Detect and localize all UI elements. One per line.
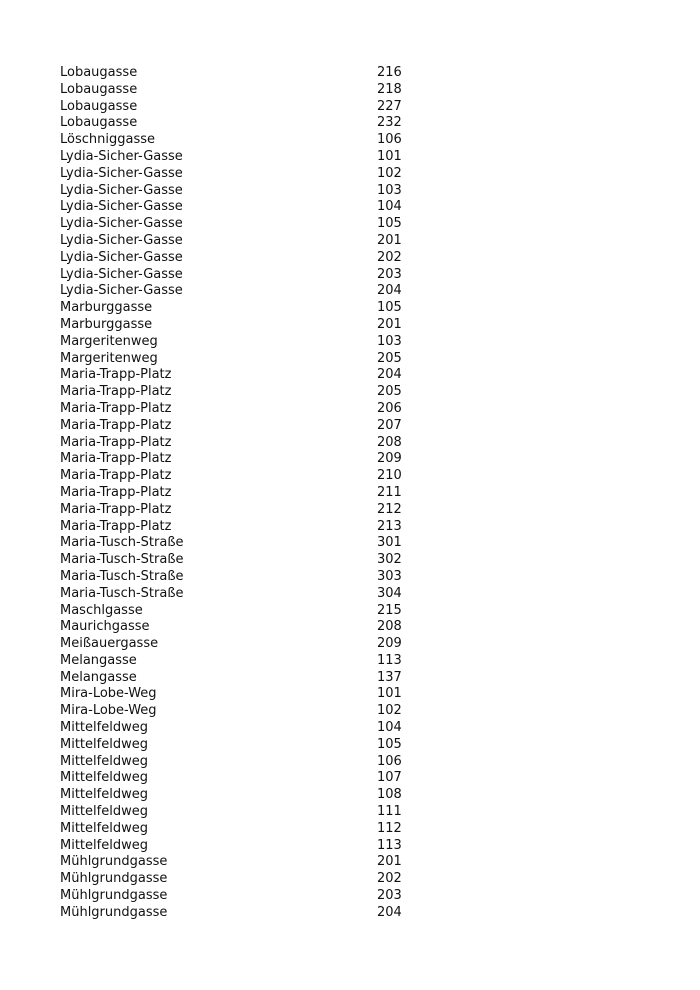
list-item — [60, 334, 420, 351]
street-name: Lydia-Sicher-Gasse — [60, 148, 183, 164]
house-number: 104 — [377, 199, 402, 215]
list-item — [60, 233, 420, 250]
list-item — [60, 384, 420, 401]
street-name: Maria-Trapp-Platz — [60, 451, 172, 467]
street-number-list — [60, 65, 420, 922]
list-item — [60, 854, 420, 871]
street-name: Mira-Lobe-Weg — [60, 703, 157, 719]
list-item — [60, 703, 420, 720]
street-name: Maurichgasse — [60, 619, 150, 635]
house-number: 218 — [377, 81, 402, 97]
list-item — [60, 435, 420, 452]
list-item — [60, 468, 420, 485]
street-name: Maria-Trapp-Platz — [60, 501, 172, 517]
house-number: 215 — [377, 602, 402, 618]
list-item — [60, 603, 420, 620]
house-number: 102 — [377, 165, 402, 181]
house-number: 207 — [377, 417, 402, 433]
street-name: Maria-Trapp-Platz — [60, 434, 172, 450]
house-number: 101 — [377, 686, 402, 702]
list-item — [60, 166, 420, 183]
street-name: Lydia-Sicher-Gasse — [60, 165, 183, 181]
house-number: 104 — [377, 720, 402, 736]
list-item — [60, 317, 420, 334]
house-number: 204 — [377, 904, 402, 920]
street-name: Lobaugasse — [60, 115, 138, 131]
street-name: Maria-Trapp-Platz — [60, 367, 172, 383]
house-number: 201 — [377, 316, 402, 332]
list-item — [60, 250, 420, 267]
list-item — [60, 401, 420, 418]
house-number: 216 — [377, 65, 402, 80]
street-name: Maria-Trapp-Platz — [60, 468, 172, 484]
street-name: Maria-Tusch-Straße — [60, 552, 184, 568]
house-number: 304 — [377, 585, 402, 601]
house-number: 102 — [377, 703, 402, 719]
street-name: Mittelfeldweg — [60, 720, 148, 736]
list-item — [60, 451, 420, 468]
street-name: Maria-Tusch-Straße — [60, 535, 184, 551]
list-item — [60, 569, 420, 586]
house-number: 204 — [377, 283, 402, 299]
list-item — [60, 65, 420, 82]
street-name: Maria-Trapp-Platz — [60, 484, 172, 500]
house-number: 108 — [377, 787, 402, 803]
list-item — [60, 888, 420, 905]
house-number: 201 — [377, 232, 402, 248]
street-name: Mühlgrundgasse — [60, 871, 168, 887]
house-number: 213 — [377, 518, 402, 534]
street-name: Maria-Tusch-Straße — [60, 568, 184, 584]
house-number: 209 — [377, 636, 402, 652]
house-number: 208 — [377, 619, 402, 635]
street-name: Melangasse — [60, 652, 137, 668]
list-item — [60, 787, 420, 804]
list-item — [60, 737, 420, 754]
house-number: 113 — [377, 837, 402, 853]
street-name: Mittelfeldweg — [60, 820, 148, 836]
house-number: 206 — [377, 400, 402, 416]
street-name: Maschlgasse — [60, 602, 143, 618]
list-item — [60, 267, 420, 284]
house-number: 105 — [377, 736, 402, 752]
list-item — [60, 283, 420, 300]
street-name: Maria-Trapp-Platz — [60, 518, 172, 534]
list-item — [60, 770, 420, 787]
house-number: 205 — [377, 350, 402, 366]
list-item — [60, 552, 420, 569]
list-item — [60, 619, 420, 636]
list-item — [60, 905, 420, 922]
house-number: 302 — [377, 552, 402, 568]
list-item — [60, 502, 420, 519]
street-name: Meißauergasse — [60, 636, 159, 652]
street-name: Marburggasse — [60, 300, 153, 316]
street-name: Lydia-Sicher-Gasse — [60, 216, 183, 232]
street-name: Mühlgrundgasse — [60, 904, 168, 920]
street-name: Mira-Lobe-Weg — [60, 686, 157, 702]
list-item — [60, 838, 420, 855]
house-number: 101 — [377, 148, 402, 164]
street-name: Marburggasse — [60, 316, 153, 332]
house-number: 106 — [377, 132, 402, 148]
street-name: Lobaugasse — [60, 98, 138, 114]
street-name: Maria-Trapp-Platz — [60, 400, 172, 416]
list-item — [60, 720, 420, 737]
house-number: 111 — [377, 804, 402, 820]
street-name: Lobaugasse — [60, 81, 138, 97]
list-item — [60, 821, 420, 838]
street-name: Maria-Trapp-Platz — [60, 384, 172, 400]
list-item — [60, 418, 420, 435]
house-number: 227 — [377, 98, 402, 114]
street-name: Mittelfeldweg — [60, 736, 148, 752]
list-item — [60, 351, 420, 368]
street-name: Lydia-Sicher-Gasse — [60, 249, 183, 265]
house-number: 103 — [377, 182, 402, 198]
list-item — [60, 670, 420, 687]
house-number: 103 — [377, 333, 402, 349]
house-number: 204 — [377, 367, 402, 383]
street-name: Mittelfeldweg — [60, 787, 148, 803]
list-item — [60, 183, 420, 200]
house-number: 202 — [377, 249, 402, 265]
house-number: 113 — [377, 652, 402, 668]
list-item — [60, 636, 420, 653]
list-item — [60, 132, 420, 149]
street-name: Maria-Trapp-Platz — [60, 417, 172, 433]
house-number: 301 — [377, 535, 402, 551]
house-number: 105 — [377, 216, 402, 232]
street-name: Mittelfeldweg — [60, 804, 148, 820]
house-number: 201 — [377, 854, 402, 870]
street-name: Lydia-Sicher-Gasse — [60, 182, 183, 198]
house-number: 107 — [377, 770, 402, 786]
street-name: Margeritenweg — [60, 350, 158, 366]
list-item — [60, 149, 420, 166]
street-name: Mittelfeldweg — [60, 770, 148, 786]
street-name: Margeritenweg — [60, 333, 158, 349]
list-item — [60, 586, 420, 603]
list-item — [60, 871, 420, 888]
street-name: Melangasse — [60, 669, 137, 685]
list-item — [60, 535, 420, 552]
street-name: Mühlgrundgasse — [60, 888, 168, 904]
house-number: 232 — [377, 115, 402, 131]
house-number: 202 — [377, 871, 402, 887]
list-item — [60, 199, 420, 216]
list-item — [60, 216, 420, 233]
house-number: 303 — [377, 568, 402, 584]
list-item — [60, 754, 420, 771]
list-item — [60, 686, 420, 703]
house-number: 106 — [377, 753, 402, 769]
house-number: 137 — [377, 669, 402, 685]
house-number: 205 — [377, 384, 402, 400]
street-name: Löschniggasse — [60, 132, 155, 148]
list-item — [60, 804, 420, 821]
list-item — [60, 300, 420, 317]
list-item — [60, 115, 420, 132]
street-name: Lydia-Sicher-Gasse — [60, 232, 183, 248]
list-item — [60, 519, 420, 536]
house-number: 212 — [377, 501, 402, 517]
house-number: 203 — [377, 266, 402, 282]
street-name: Lydia-Sicher-Gasse — [60, 283, 183, 299]
street-name: Lobaugasse — [60, 65, 138, 80]
street-name: Mühlgrundgasse — [60, 854, 168, 870]
street-name: Maria-Tusch-Straße — [60, 585, 184, 601]
list-item — [60, 99, 420, 116]
house-number: 203 — [377, 888, 402, 904]
list-item — [60, 653, 420, 670]
house-number: 211 — [377, 484, 402, 500]
list-item — [60, 485, 420, 502]
house-number: 105 — [377, 300, 402, 316]
house-number: 210 — [377, 468, 402, 484]
street-name: Lydia-Sicher-Gasse — [60, 199, 183, 215]
house-number: 208 — [377, 434, 402, 450]
street-name: Mittelfeldweg — [60, 837, 148, 853]
street-name: Lydia-Sicher-Gasse — [60, 266, 183, 282]
list-item — [60, 367, 420, 384]
street-name: Mittelfeldweg — [60, 753, 148, 769]
list-item — [60, 82, 420, 99]
house-number: 209 — [377, 451, 402, 467]
house-number: 112 — [377, 820, 402, 836]
